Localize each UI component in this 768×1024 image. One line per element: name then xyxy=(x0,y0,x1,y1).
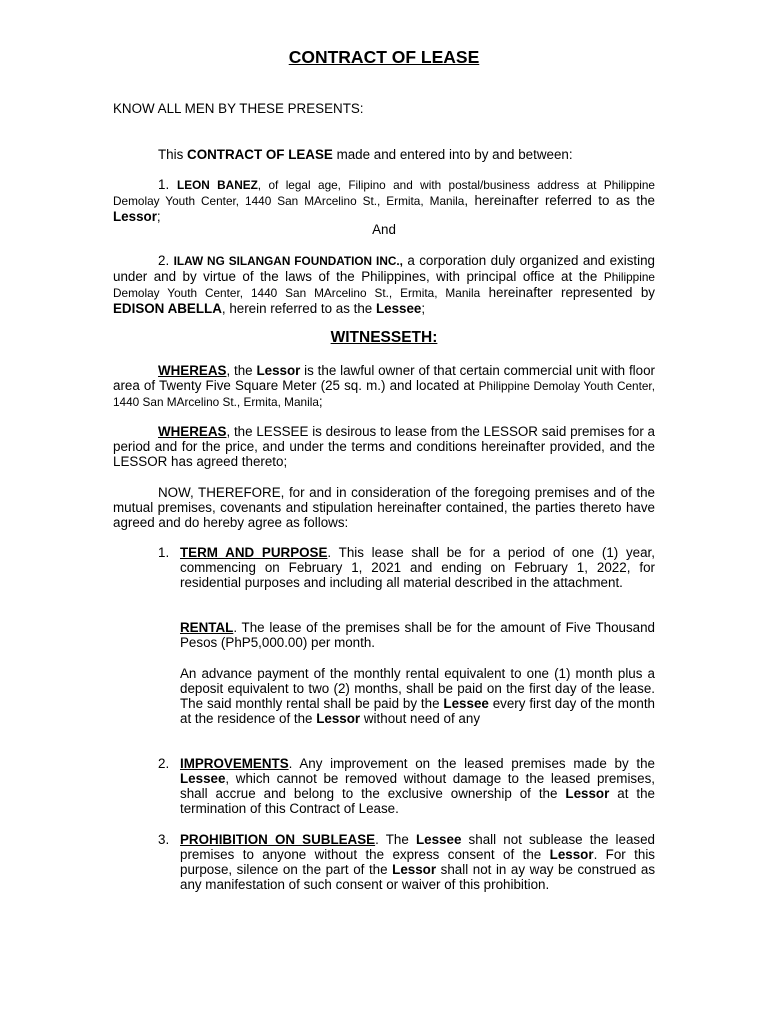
clause-number: 2. xyxy=(158,756,170,771)
document-title: CONTRACT OF LEASE xyxy=(288,47,480,67)
opening-line: KNOW ALL MEN BY THESE PRESENTS: xyxy=(113,101,364,116)
intro-paragraph: This CONTRACT OF LEASE made and entered into by and between: xyxy=(158,147,573,162)
and-separator: And xyxy=(372,222,396,237)
clause-advance-payment: An advance payment of the monthly rental equivalent to one (1) month plus a deposit equivalent to two (2) months, shall be paid on the first day of the lease. The said monthly rental shall be paid by the Lessee every first day of the month at the residence of the Lessor without need of any xyxy=(180,666,656,726)
witnesseth-heading: WITNESSETH: xyxy=(330,329,438,346)
clause-rental: RENTAL. The lease of the premises shall be for the amount of Five Thousand Pesos (PhP5,000.00) per month. xyxy=(180,620,655,650)
whereas-ownership-paragraph: WHEREAS, the Lessor is the lawful owner of that certain commercial unit with floor area of Twenty Five Square Meter (25 sq. m.) and located at Philippine Demolay Youth Center, 1440 San MArcelino St., Ermita, Manila; xyxy=(113,363,655,409)
now-therefore-paragraph: NOW, THEREFORE, for and in consideration of the foregoing premises and of the mutual premises, covenants and stipulation hereinafter contained, the parties thereto have agreed and do hereby agree as follows: xyxy=(113,485,655,530)
clause-number: 3. xyxy=(158,832,170,847)
clause-prohibition-on-sublease: 3. PROHIBITION ON SUBLEASE. The Lessee shall not sublease the leased premises to anyone without the express consent of the Lessor. For this purpose, silence on the part of the Lessor shall not in ay way be construed as any manifestation of such consent or waiver of this prohibition. xyxy=(158,832,656,892)
party-two-paragraph: 2. ILAW NG SILANGAN FOUNDATION INC., a corporation duly organized and existing under and by virtue of the laws of the Philippines, with principal office at the Philippine Demolay Youth Center, 1440 San MArcelino St., Ermita, Manila hereinafter represented by EDISON ABELLA, herein referred to as the Lessee; xyxy=(113,253,655,316)
clause-term-and-purpose: 1. TERM AND PURPOSE. This lease shall be for a period of one (1) year, commencing on February 1, 2021 and ending on February 1, 2022, for residential purposes and including all material described in the attachment. xyxy=(158,545,655,590)
party-one-paragraph: 1. LEON BANEZ, of legal age, Filipino and with postal/business address at Philippine Demolay Youth Center, 1440 San MArcelino St., Ermita, Manila, hereinafter referred to as the Lessor; xyxy=(113,177,655,224)
whereas-lessee-paragraph: WHEREAS, the LESSEE is desirous to lease from the LESSOR said premises for a period and for the price, and under the terms and conditions hereinafter provided, and the LESSOR has agreed thereto; xyxy=(113,424,655,469)
clause-number: 1. xyxy=(158,545,170,560)
clause-improvements: 2. IMPROVEMENTS. Any improvement on the leased premises made by the Lessee, which cannot be removed without damage to the leased premises, shall accrue and belong to the exclusive ownership of the Lessor at the termination of this Contract of Lease. xyxy=(158,756,655,816)
